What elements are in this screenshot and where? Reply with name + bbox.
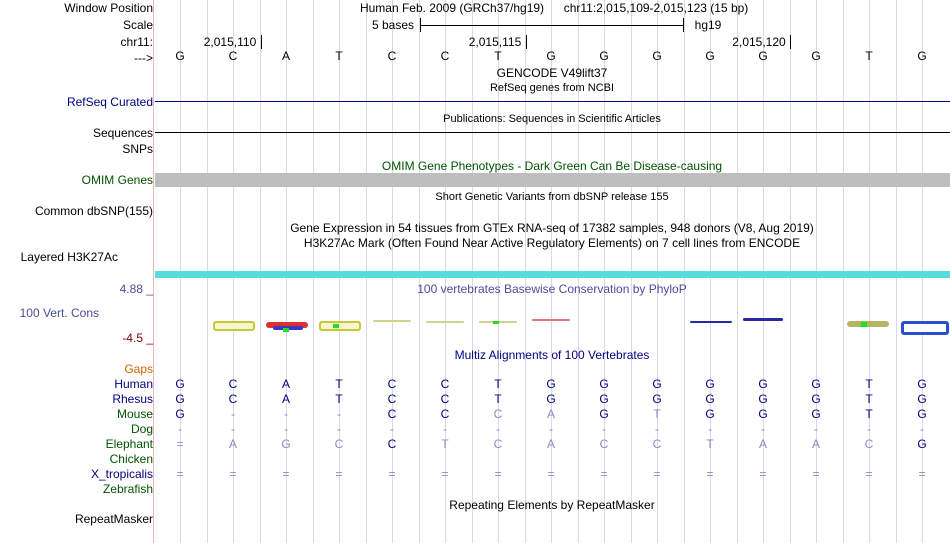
h3k27ac-track-title[interactable]: H3K27Ac Mark (Often Found Near Active Regulatory Elements) on 7 cell lines from ENCODE	[303, 236, 801, 250]
alignment-base: G	[599, 377, 609, 391]
reference-base: G	[175, 49, 185, 63]
multiz-track-title[interactable]: Multiz Alignments of 100 Vertebrates	[454, 348, 650, 362]
window-position-text: chr11:2,015,109-2,015,123 (15 bp)	[563, 1, 749, 15]
label-scale[interactable]: Scale	[122, 18, 153, 32]
alignment-base: =	[547, 467, 555, 481]
alignment-base: C	[440, 392, 450, 406]
label-omim-genes[interactable]: OMIM Genes	[81, 173, 153, 187]
alignment-base: G	[175, 392, 185, 406]
alignment-base: -	[231, 407, 235, 421]
label-gaps[interactable]: Gaps	[124, 362, 153, 376]
alignment-base: C	[864, 437, 874, 451]
alignment-base: T	[865, 377, 873, 391]
omim-gene-bar[interactable]	[155, 173, 950, 187]
alignment-base: C	[652, 437, 662, 451]
alignment-base: G	[546, 392, 556, 406]
reference-base: G	[758, 49, 768, 63]
ruler-coord-1: 2,015,110	[203, 35, 257, 49]
sequences-line	[155, 132, 950, 133]
alignment-base: T	[494, 377, 502, 391]
h3k27ac-signal-bar[interactable]	[155, 271, 950, 278]
label-strand-arrow[interactable]: --->	[134, 51, 153, 65]
alignment-base: =	[176, 467, 184, 481]
alignment-base: -	[284, 407, 288, 421]
alignment-base: C	[387, 377, 397, 391]
alignment-base: G	[599, 392, 609, 406]
alignment-base: -	[496, 422, 500, 436]
alignment-base: G	[175, 377, 185, 391]
publications-track-title[interactable]: Publications: Sequences in Scientific Articles	[443, 113, 661, 125]
alignment-base: T	[335, 392, 343, 406]
cons-logo-base-1	[213, 321, 255, 331]
reference-base: T	[494, 49, 502, 63]
track-data-area[interactable]	[155, 0, 950, 543]
label-common-dbsnp[interactable]: Common dbSNP(155)	[34, 204, 153, 218]
alignment-base: C	[334, 437, 344, 451]
cons-logo-base-4	[373, 320, 411, 322]
label-chrom[interactable]: chr11:	[120, 35, 153, 49]
alignment-base: G	[758, 407, 768, 421]
label-layered-h3k27ac[interactable]: Layered H3K27Ac	[20, 250, 118, 264]
scale-text: 5 bases	[371, 18, 415, 32]
alignment-base: A	[811, 437, 820, 451]
alignment-base: -	[390, 422, 394, 436]
track-label-column	[0, 0, 154, 543]
reference-base: G	[652, 49, 662, 63]
reference-base: C	[387, 49, 397, 63]
alignment-base: -	[178, 422, 182, 436]
reference-base: T	[865, 49, 873, 63]
cons-logo-base-3	[319, 321, 361, 331]
label-sequences[interactable]: Sequences	[92, 126, 153, 140]
alignment-base: A	[281, 377, 290, 391]
alignment-base: =	[706, 467, 714, 481]
alignment-base: -	[761, 422, 765, 436]
alignment-base: -	[708, 422, 712, 436]
alignment-base: =	[600, 467, 608, 481]
alignment-base: -	[549, 422, 553, 436]
cons-logo-base-11	[690, 321, 732, 323]
ruler-tick-3	[790, 35, 791, 49]
alignment-base: -	[814, 422, 818, 436]
cons-logo-base-12	[743, 318, 783, 321]
alignment-base: G	[811, 392, 821, 406]
ruler-tick-1	[261, 35, 262, 49]
label-window-position[interactable]: Window Position	[64, 1, 153, 15]
alignment-base: =	[759, 467, 767, 481]
species-label[interactable]: Rhesus	[112, 392, 153, 406]
reference-base: C	[228, 49, 238, 63]
alignment-base: =	[282, 467, 290, 481]
alignment-base: -	[920, 422, 924, 436]
cons-logo-base-15	[901, 321, 949, 335]
cons-logo-base-2-mark	[283, 328, 289, 332]
scale-db: hg19	[694, 18, 722, 32]
alignment-base: =	[653, 467, 661, 481]
scale-bar-right-tick	[683, 18, 684, 32]
alignment-base: =	[176, 437, 184, 451]
alignment-base: T	[865, 407, 873, 421]
species-label[interactable]: X_tropicalis	[90, 467, 153, 481]
alignment-base: G	[175, 407, 185, 421]
alignment-base: -	[602, 422, 606, 436]
refseq-track-title[interactable]: RefSeq genes from NCBI	[489, 82, 615, 94]
ruler-coord-2: 2,015,115	[468, 35, 522, 49]
alignment-base: C	[440, 377, 450, 391]
species-label[interactable]: Human	[114, 377, 153, 391]
alignment-base: C	[387, 407, 397, 421]
alignment-base: G	[758, 377, 768, 391]
alignment-base: -	[867, 422, 871, 436]
reference-base: G	[811, 49, 821, 63]
cons-logo-base-14-mark	[861, 322, 867, 327]
alignment-base: G	[652, 377, 662, 391]
alignment-base: T	[706, 437, 714, 451]
cons-logo-base-7	[532, 319, 570, 321]
label-repeatmasker[interactable]: RepeatMasker	[74, 512, 153, 526]
reference-base: A	[281, 49, 290, 63]
alignment-base: C	[228, 377, 238, 391]
alignment-base: =	[388, 467, 396, 481]
ruler-tick-2	[526, 35, 527, 49]
alignment-base: G	[705, 377, 715, 391]
alignment-base: =	[494, 467, 502, 481]
alignment-base: T	[335, 377, 343, 391]
alignment-base: A	[758, 437, 767, 451]
alignment-base: =	[918, 467, 926, 481]
alignment-base: -	[655, 422, 659, 436]
species-label[interactable]: Dog	[130, 422, 153, 436]
alignment-base: -	[284, 422, 288, 436]
ruler-coord-3: 2,015,120	[732, 35, 786, 49]
cons-logo-base-5	[426, 321, 464, 323]
alignment-base: -	[337, 407, 341, 421]
alignment-base: -	[443, 422, 447, 436]
refseq-curated-line	[155, 101, 950, 102]
reference-base: T	[335, 49, 343, 63]
gtex-track-title[interactable]: Gene Expression in 54 tissues from GTEx RNA-seq of 17382 samples, 948 donors (V8, Aug 2019)	[290, 221, 814, 235]
omim-track-title[interactable]: OMIM Gene Phenotypes - Dark Green Can Be Disease-causing	[381, 159, 723, 173]
alignment-base: G	[652, 392, 662, 406]
alignment-base: =	[812, 467, 820, 481]
species-label[interactable]: Zebrafish	[102, 482, 153, 496]
alignment-base: =	[865, 467, 873, 481]
reference-base: G	[546, 49, 556, 63]
alignment-base: G	[917, 437, 927, 451]
label-100-vert-cons[interactable]: 100 Vert. Cons	[19, 306, 99, 320]
alignment-base: G	[546, 377, 556, 391]
species-label[interactable]: Mouse	[116, 407, 153, 421]
assembly-title: Human Feb. 2009 (GRCh37/hg19)	[359, 1, 545, 15]
label-snps[interactable]: SNPs	[122, 142, 153, 156]
alignment-base: T	[865, 392, 873, 406]
alignment-base: -	[231, 422, 235, 436]
alignment-base: G	[917, 377, 927, 391]
alignment-base: G	[811, 377, 821, 391]
alignment-base: C	[228, 392, 238, 406]
alignment-base: T	[653, 407, 661, 421]
alignment-base: G	[281, 437, 291, 451]
phylop-track-title[interactable]: 100 vertebrates Basewise Conservation by PhyloP	[417, 282, 687, 296]
species-label[interactable]: Elephant	[105, 437, 153, 451]
alignment-base: A	[228, 437, 237, 451]
reference-base: G	[599, 49, 609, 63]
alignment-base: G	[599, 407, 609, 421]
alignment-base: =	[441, 467, 449, 481]
alignment-base: C	[440, 407, 450, 421]
cons-logo-base-6-mark	[493, 321, 499, 324]
species-label[interactable]: Chicken	[109, 452, 153, 466]
alignment-base: A	[281, 392, 290, 406]
alignment-base: =	[229, 467, 237, 481]
alignment-base: A	[546, 407, 555, 421]
reference-base: G	[705, 49, 715, 63]
label-refseq-curated[interactable]: RefSeq Curated	[66, 95, 153, 109]
alignment-base: G	[811, 407, 821, 421]
reference-base: C	[440, 49, 450, 63]
alignment-base: T	[494, 392, 502, 406]
alignment-base: =	[335, 467, 343, 481]
reference-base: G	[917, 49, 927, 63]
alignment-base: C	[493, 407, 503, 421]
label-cons-max: 4.88 _	[119, 282, 153, 296]
alignment-base: G	[705, 392, 715, 406]
alignment-base: A	[546, 437, 555, 451]
alignment-base: G	[917, 407, 927, 421]
alignment-base: G	[705, 407, 715, 421]
scale-bar	[420, 25, 684, 26]
alignment-base: G	[758, 392, 768, 406]
alignment-base: C	[387, 437, 397, 451]
label-cons-min: -4.5 _	[122, 331, 153, 345]
alignment-base: C	[387, 392, 397, 406]
alignment-base: T	[441, 437, 449, 451]
alignment-base: G	[917, 392, 927, 406]
repeatmasker-track-title[interactable]: Repeating Elements by RepeatMasker	[449, 498, 655, 512]
alignment-base: C	[493, 437, 503, 451]
cons-logo-base-14	[847, 321, 889, 327]
gencode-track-title[interactable]: GENCODE V49lift37	[496, 66, 608, 80]
alignment-base: -	[337, 422, 341, 436]
cons-logo-base-3-mark	[333, 324, 339, 328]
alignment-base: C	[599, 437, 609, 451]
dbsnp-track-title[interactable]: Short Genetic Variants from dbSNP release 155	[435, 191, 669, 203]
